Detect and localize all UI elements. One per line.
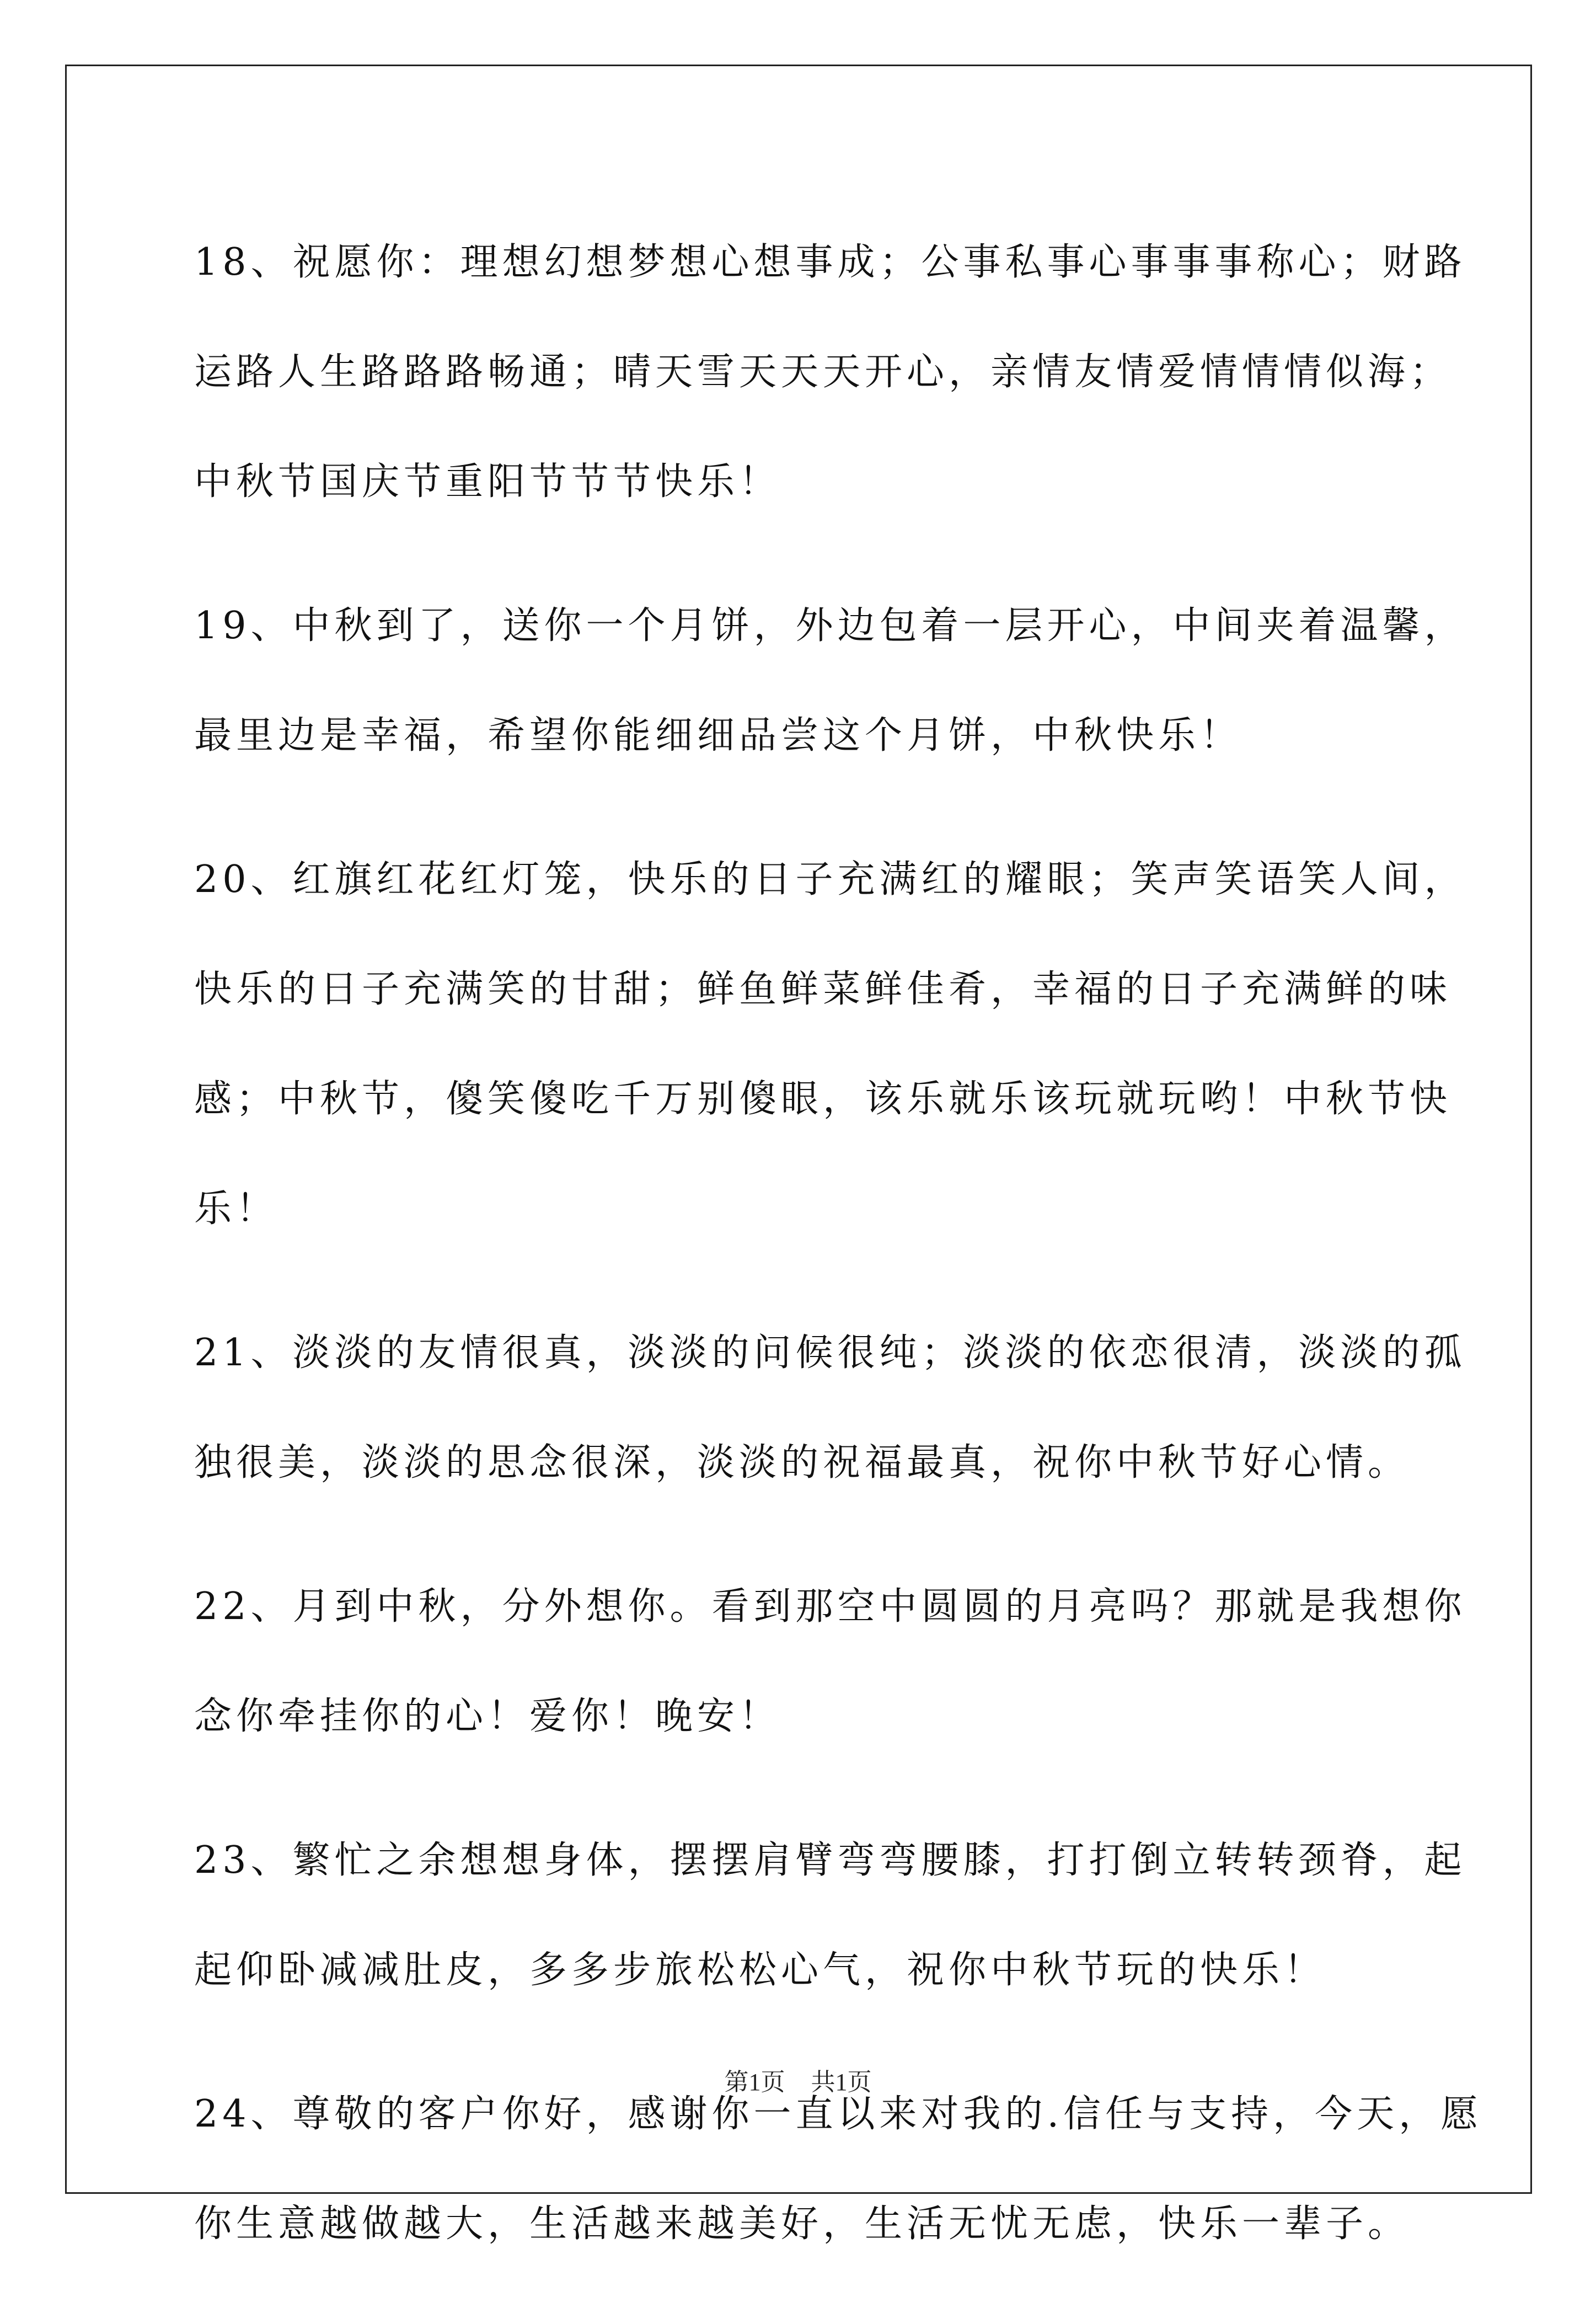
paragraph-20 <box>194 825 1466 1264</box>
text-line: 起仰卧减减肚皮，多多步旅松松心气，祝你中秋节玩的快乐！ <box>194 1948 1326 1992</box>
paragraph-23 <box>194 1805 1466 2025</box>
page-number-total: 共1页 <box>811 2069 872 2096</box>
paragraph-19 <box>194 571 1466 790</box>
paragraph-21 <box>194 1298 1466 1518</box>
text-line: 运路人生路路路畅通；晴天雪天天天开心，亲情友情爱情情情似海； <box>194 350 1452 394</box>
text-line: 念你牵挂你的心！爱你！晚安！ <box>194 1695 781 1738</box>
text-line: 最里边是幸福，希望你能细细品尝这个月饼，中秋快乐！ <box>194 714 1242 757</box>
text-line: 24、尊敬的客户你好，感谢你一直以来对我的.信任与支持，今天，愿 <box>194 2092 1483 2136</box>
text-line: 你生意越做越大，生活越来越美好，生活无忧无虑，快乐一辈子。 <box>194 2202 1410 2246</box>
text-line: 19、中秋到了，送你一个月饼，外边包着一层开心，中间夹着温馨， <box>194 604 1466 648</box>
text-line: 23、繁忙之余想想身体，摆摆肩臂弯弯腰膝，打打倒立转转颈脊，起 <box>194 1839 1466 1882</box>
page-footer <box>0 2062 1596 2097</box>
text-line: 乐！ <box>194 1187 279 1231</box>
paragraph-22 <box>194 1552 1466 1771</box>
text-line: 20、红旗红花红灯笼，快乐的日子充满红的耀眼；笑声笑语笑人间， <box>194 858 1466 901</box>
text-line: 18、祝愿你：理想幻想梦想心想事成；公事私事心事事事称心；财路 <box>194 241 1466 284</box>
text-line: 独很美，淡淡的思念很深，淡淡的祝福最真，祝你中秋节好心情。 <box>194 1441 1410 1484</box>
text-line: 感；中秋节，傻笑傻吃千万别傻眼，该乐就乐该玩就玩哟！中秋节快 <box>194 1077 1452 1121</box>
text-line: 快乐的日子充满笑的甘甜；鲜鱼鲜菜鲜佳肴，幸福的日子充满鲜的味 <box>194 968 1452 1011</box>
paragraph-18 <box>194 207 1466 537</box>
text-line: 中秋节国庆节重阳节节节快乐！ <box>194 460 781 504</box>
text-line: 21、淡淡的友情很真，淡淡的问候很纯；淡淡的依恋很清，淡淡的孤 <box>194 1331 1466 1375</box>
page-number-current: 第1页 <box>724 2069 785 2096</box>
text-line: 22、月到中秋，分外想你。看到那空中圆圆的月亮吗？那就是我想你 <box>194 1585 1466 1628</box>
document-body <box>194 207 1483 2313</box>
